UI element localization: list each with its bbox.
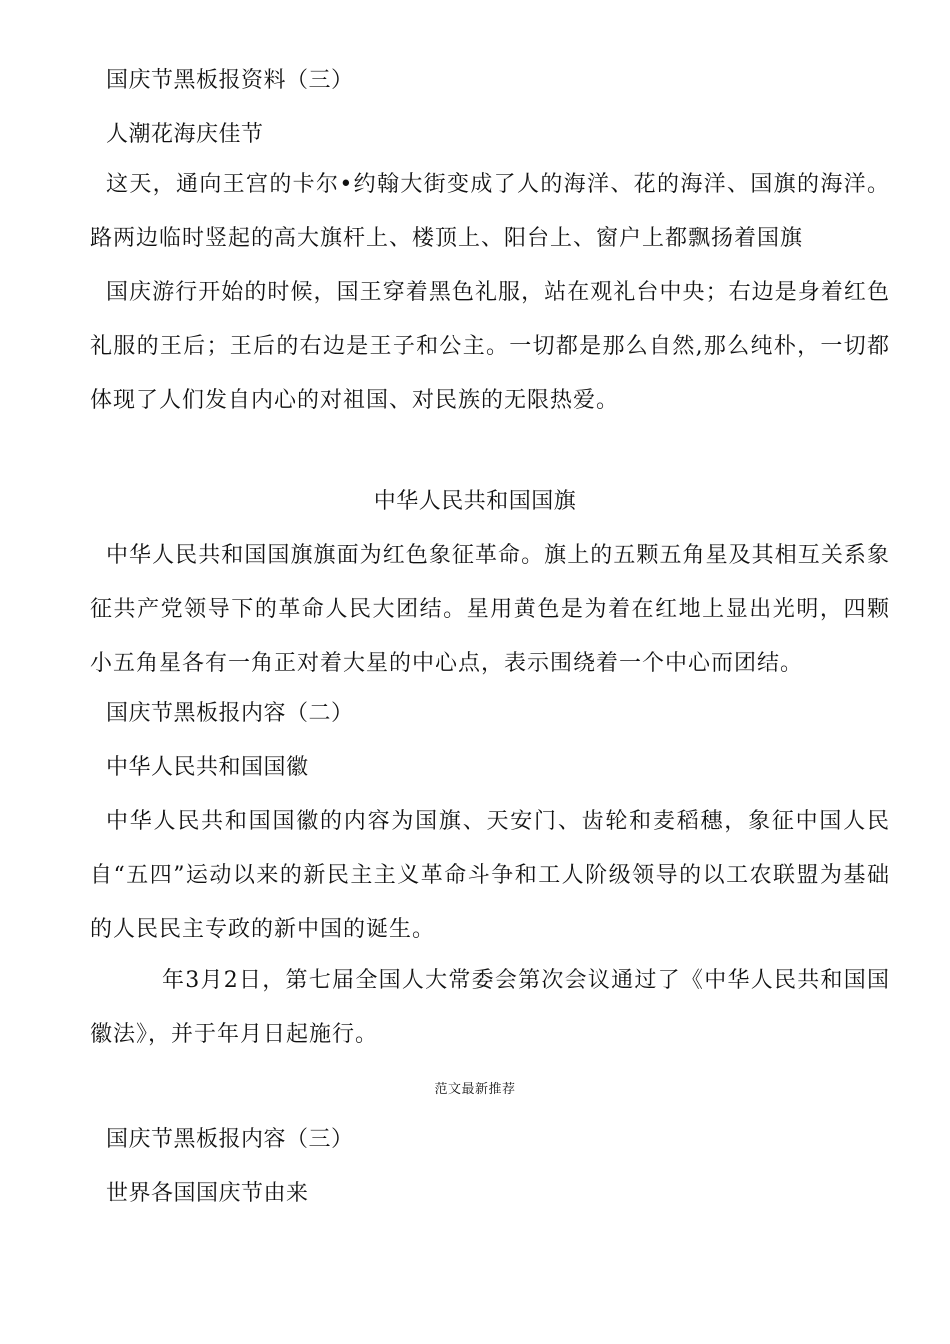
section-subheading: 人潮花海庆佳节	[106, 122, 264, 147]
section-heading: 国庆节黑板报内容（三）	[106, 1127, 354, 1152]
paragraph: 中华人民共和国国旗旗面为红色象征革命。旗上的五颗五角星及其相互关系象征共产党领导下的革命人民大团结。星用黄色是为着在红地上显出光明，四颗小五角星各有一角正对着大星的中心点，表示围绕着一个中心而团结。	[90, 543, 890, 676]
section-subheading: 中华人民共和国国徽	[106, 755, 309, 780]
section-heading: 国庆节黑板报内容（二）	[106, 701, 354, 726]
section-subheading: 世界各国国庆节由来	[106, 1181, 309, 1206]
paragraph: 中华人民共和国国徽的内容为国旗、天安门、齿轮和麦稻穗，象征中国人民自“五四”运动以来的新民主主义革命斗争和工人阶级领导的以工农联盟为基础的人民民主专政的新中国的诞生。	[90, 809, 890, 942]
flag-title: 中华人民共和国国旗	[373, 489, 577, 514]
paragraph: 这天，通向王宫的卡尔•约翰大街变成了人的海洋、花的海洋、国旗的海洋。路两边临时竖起的高大旗杆上、楼顶上、阳台上、窗户上都飘扬着国旗	[90, 172, 890, 251]
paragraph: 国庆游行开始的时候，国王穿着黑色礼服，站在观礼台中央；右边是身着红色礼服的王后；王后的右边是王子和公主。一切都是那么自然,那么纯朴，一切都体现了人们发自内心的对祖国、对民族的无限热爱。	[90, 280, 890, 413]
section-heading: 国庆节黑板报资料（三）	[106, 68, 354, 93]
paragraph: 年3月2日，第七届全国人大常委会第次会议通过了《中华人民共和国国徽法》，并于年月日起施行。	[90, 968, 890, 1047]
recommend-label: 范文最新推荐	[434, 1082, 516, 1097]
